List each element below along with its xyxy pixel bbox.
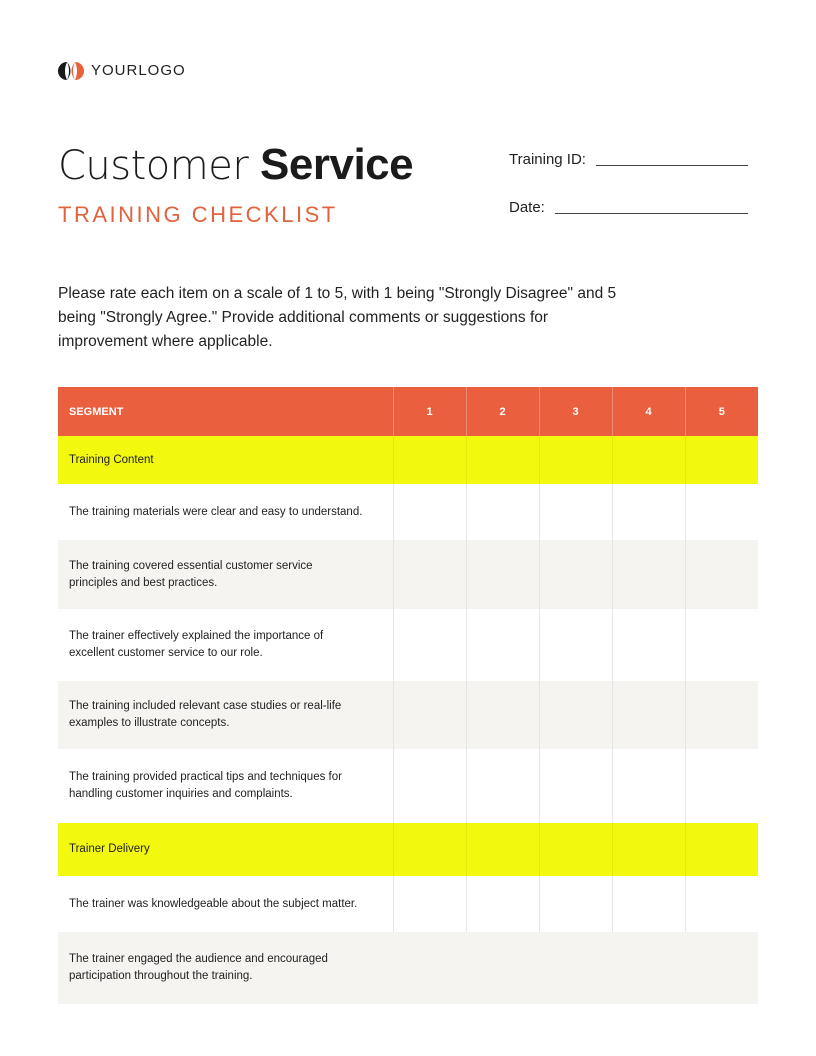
- rating-cell: [685, 436, 758, 484]
- checklist-table: [58, 387, 758, 1004]
- rating-cell: [539, 823, 612, 876]
- title-light: Customer: [58, 143, 249, 189]
- table-row: [58, 681, 758, 749]
- rating-cell[interactable]: [612, 749, 685, 823]
- rating-cell[interactable]: [466, 540, 539, 609]
- table-row: [58, 876, 758, 932]
- page-subtitle: TRAINING CHECKLIST: [58, 202, 338, 227]
- header-rating-1: 1: [393, 387, 466, 436]
- rating-cell[interactable]: [539, 681, 612, 749]
- logo: [58, 61, 186, 81]
- date-label: Date:: [509, 199, 545, 216]
- rating-cell[interactable]: [685, 932, 758, 1004]
- rating-cell[interactable]: [466, 609, 539, 681]
- rating-cell[interactable]: [685, 876, 758, 932]
- logo-icon: [58, 61, 84, 81]
- rating-cell[interactable]: [393, 876, 466, 932]
- item-text: The training provided practical tips and techniques for handling customer inquiries and complaints.: [69, 771, 342, 800]
- rating-cell[interactable]: [393, 932, 466, 1004]
- rating-cell[interactable]: [393, 484, 466, 540]
- rating-cell: [539, 436, 612, 484]
- header-rating-4: 4: [612, 387, 685, 436]
- date-line[interactable]: [555, 212, 748, 214]
- rating-cell[interactable]: [612, 540, 685, 609]
- intro-text: Please rate each item on a scale of 1 to 5, with 1 being "Strongly Disagree" and 5 being "Strongly Agree." Provide additional comments or suggestions for improvement where applicable.: [58, 285, 617, 350]
- table-row: [58, 609, 758, 681]
- item-text: The training materials were clear and easy to understand.: [69, 505, 363, 518]
- rating-cell[interactable]: [685, 540, 758, 609]
- rating-cell[interactable]: [539, 484, 612, 540]
- header-segment: SEGMENT: [58, 387, 393, 436]
- section-label: Training Content: [58, 436, 393, 484]
- item-text: The trainer engaged the audience and encouraged participation throughout the training.: [69, 953, 328, 982]
- rating-cell: [393, 436, 466, 484]
- header-rating-2: 2: [466, 387, 539, 436]
- item-text: The training covered essential customer service principles and best practices.: [69, 559, 313, 589]
- rating-cell[interactable]: [685, 609, 758, 681]
- rating-cell[interactable]: [393, 749, 466, 823]
- training-id-field[interactable]: [509, 151, 748, 169]
- table-row: [58, 932, 758, 1004]
- rating-cell[interactable]: [466, 749, 539, 823]
- table-row: [58, 484, 758, 540]
- rating-cell: [466, 436, 539, 484]
- rating-cell: [612, 823, 685, 876]
- table-header: [58, 387, 758, 436]
- rating-cell[interactable]: [393, 609, 466, 681]
- rating-cell[interactable]: [466, 484, 539, 540]
- page-title: [58, 138, 413, 193]
- training-id-line[interactable]: [596, 164, 748, 166]
- rating-cell[interactable]: [393, 681, 466, 749]
- table-row: [58, 749, 758, 823]
- rating-cell: [685, 823, 758, 876]
- rating-cell[interactable]: [612, 681, 685, 749]
- rating-cell[interactable]: [393, 540, 466, 609]
- rating-cell[interactable]: [685, 681, 758, 749]
- rating-cell: [393, 823, 466, 876]
- table-row: [58, 540, 758, 609]
- rating-cell[interactable]: [685, 484, 758, 540]
- section-row: [58, 436, 758, 484]
- rating-cell[interactable]: [539, 609, 612, 681]
- rating-cell[interactable]: [612, 876, 685, 932]
- training-id-label: Training ID:: [509, 151, 586, 168]
- section-row: [58, 823, 758, 876]
- rating-cell: [466, 823, 539, 876]
- rating-cell[interactable]: [612, 609, 685, 681]
- rating-cell[interactable]: [466, 876, 539, 932]
- item-text: The trainer was knowledgeable about the subject matter.: [69, 897, 358, 910]
- logo-text: YOURLOGO: [91, 62, 186, 79]
- rating-cell[interactable]: [685, 749, 758, 823]
- rating-cell[interactable]: [539, 749, 612, 823]
- title-bold: Service: [260, 140, 414, 189]
- item-text: The trainer effectively explained the importance of excellent customer service to our role.: [69, 630, 324, 659]
- item-text: The training included relevant case studies or real-life examples to illustrate concepts.: [69, 700, 342, 729]
- header-rating-3: 3: [539, 387, 612, 436]
- rating-cell[interactable]: [539, 932, 612, 1004]
- rating-cell[interactable]: [612, 932, 685, 1004]
- rating-cell[interactable]: [539, 876, 612, 932]
- section-label: Trainer Delivery: [58, 823, 393, 876]
- rating-cell[interactable]: [466, 681, 539, 749]
- date-field[interactable]: [509, 199, 748, 217]
- header-rating-5: 5: [685, 387, 758, 436]
- rating-cell[interactable]: [466, 932, 539, 1004]
- rating-cell[interactable]: [612, 484, 685, 540]
- rating-cell[interactable]: [539, 540, 612, 609]
- rating-cell: [612, 436, 685, 484]
